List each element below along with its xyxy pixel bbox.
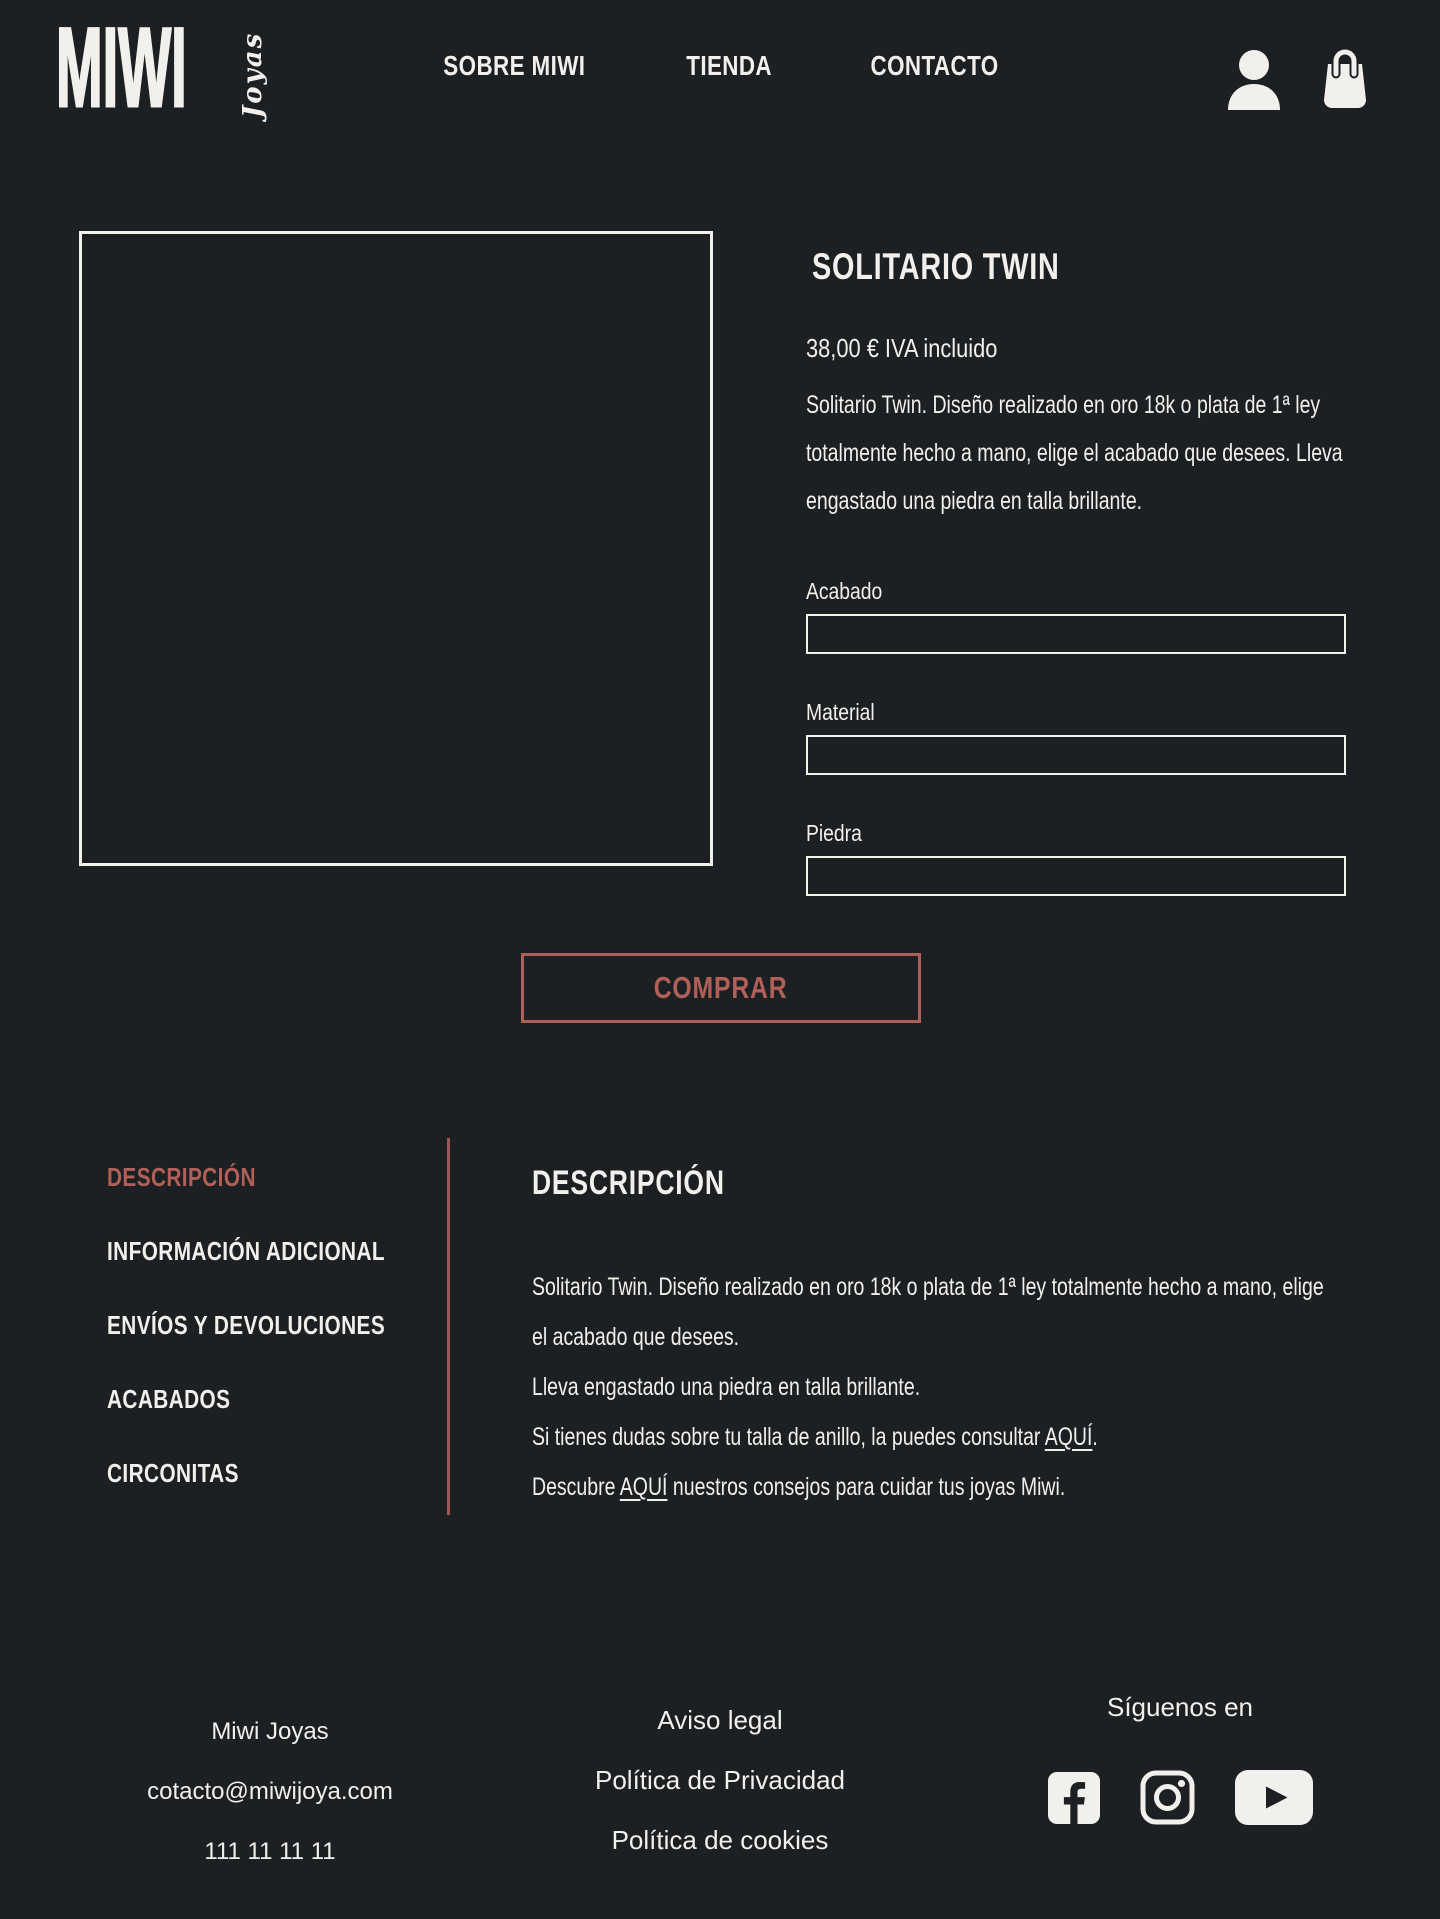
main-nav	[426, 50, 1015, 82]
comprar-button[interactable]	[521, 953, 921, 1023]
youtube-icon[interactable]	[1235, 1770, 1313, 1825]
product-short-description	[806, 381, 1352, 525]
footer-phone: 111 11 11 11	[204, 1838, 336, 1865]
description-para1: Solitario Twin. Diseño realizado en oro 18k o plata de 1ª ley totalmente hecho a mano, elige el acabado que desees.	[532, 1273, 1324, 1351]
logo-text: MIWI	[56, 5, 187, 130]
option-label-material: Material	[806, 699, 875, 725]
tab-acabados[interactable]: ACABADOS	[107, 1384, 231, 1414]
short-description-para1: Solitario Twin. Diseño realizado en oro 18k o plata de 1ª ley totalmente hecho a mano, elige el acabado que desees.	[806, 391, 1321, 467]
short-description-para2: Lleva engastado una piedra en talla brillante.	[806, 439, 1343, 515]
footer-company-name: Miwi Joyas	[211, 1718, 329, 1745]
description-body	[532, 1262, 1335, 1512]
aviso-legal-link[interactable]: Aviso legal	[657, 1705, 783, 1735]
logo[interactable]	[56, 5, 286, 132]
description-heading: DESCRIPCIÓN	[532, 1164, 725, 1202]
description-para2: Lleva engastado una piedra en talla brillante.	[532, 1373, 921, 1401]
care-line-text: Descubre	[532, 1473, 620, 1501]
account-icon[interactable]	[1226, 48, 1282, 117]
product-price: 38,00 € IVA incluido	[806, 333, 998, 363]
option-group-material	[806, 699, 1346, 775]
tab-circonitas[interactable]: CIRCONITAS	[107, 1458, 239, 1488]
footer-email: cotacto@miwijoya.com	[147, 1778, 393, 1805]
facebook-icon[interactable]	[1048, 1772, 1100, 1824]
shopping-bag-icon[interactable]	[1320, 44, 1370, 117]
acabado-select[interactable]	[806, 614, 1346, 654]
tab-envios-y-devoluciones[interactable]: ENVÍOS Y DEVOLUCIONES	[107, 1310, 386, 1340]
logo-script-text: Joyas	[238, 31, 268, 118]
sizes-line-period: .	[1092, 1423, 1098, 1451]
product-summary	[806, 247, 1346, 896]
description-care-line	[532, 1462, 1335, 1512]
instagram-icon[interactable]	[1140, 1770, 1195, 1825]
tab-informacion-adicional[interactable]: INFORMACIÓN ADICIONAL	[107, 1236, 386, 1266]
description-sizes-line	[532, 1412, 1335, 1462]
sizes-line-text: Si tienes dudas sobre tu talla de anillo, la puedes consultar	[532, 1423, 1045, 1451]
option-label-acabado: Acabado	[806, 578, 883, 604]
jewelry-care-link[interactable]: AQUÍ	[619, 1473, 668, 1501]
footer-social	[1000, 1692, 1360, 1825]
material-select[interactable]	[806, 735, 1346, 775]
product-tabs	[107, 1163, 455, 1533]
social-icons-row	[1000, 1770, 1360, 1825]
social-heading: Síguenos en	[1106, 1692, 1253, 1722]
footer-legal-links	[540, 1690, 900, 1870]
ring-size-link[interactable]: AQUÍ	[1044, 1423, 1093, 1451]
footer-contact	[90, 1702, 450, 1882]
comprar-button-label: COMPRAR	[654, 970, 788, 1005]
tab-descripcion[interactable]: DESCRIPCIÓN	[107, 1162, 256, 1192]
tabs-divider	[447, 1138, 450, 1515]
nav-item-tienda[interactable]: TIENDA	[685, 50, 772, 81]
piedra-select[interactable]	[806, 856, 1346, 896]
nav-item-contacto[interactable]: CONTACTO	[870, 50, 999, 81]
nav-item-sobre-miwi[interactable]: SOBRE MIWI	[443, 50, 586, 81]
option-label-piedra: Piedra	[806, 820, 862, 846]
politica-cookies-link[interactable]: Política de cookies	[611, 1825, 829, 1855]
product-image[interactable]	[79, 231, 713, 866]
product-title: SOLITARIO TWIN	[812, 246, 1060, 287]
option-group-piedra	[806, 820, 1346, 896]
description-panel	[532, 1164, 1440, 1512]
header-icons	[1226, 44, 1370, 117]
care-line-rest: nuestros consejos para cuidar tus joyas Miwi.	[667, 1473, 1066, 1501]
option-group-acabado	[806, 578, 1346, 654]
politica-privacidad-link[interactable]: Política de Privacidad	[594, 1765, 846, 1795]
